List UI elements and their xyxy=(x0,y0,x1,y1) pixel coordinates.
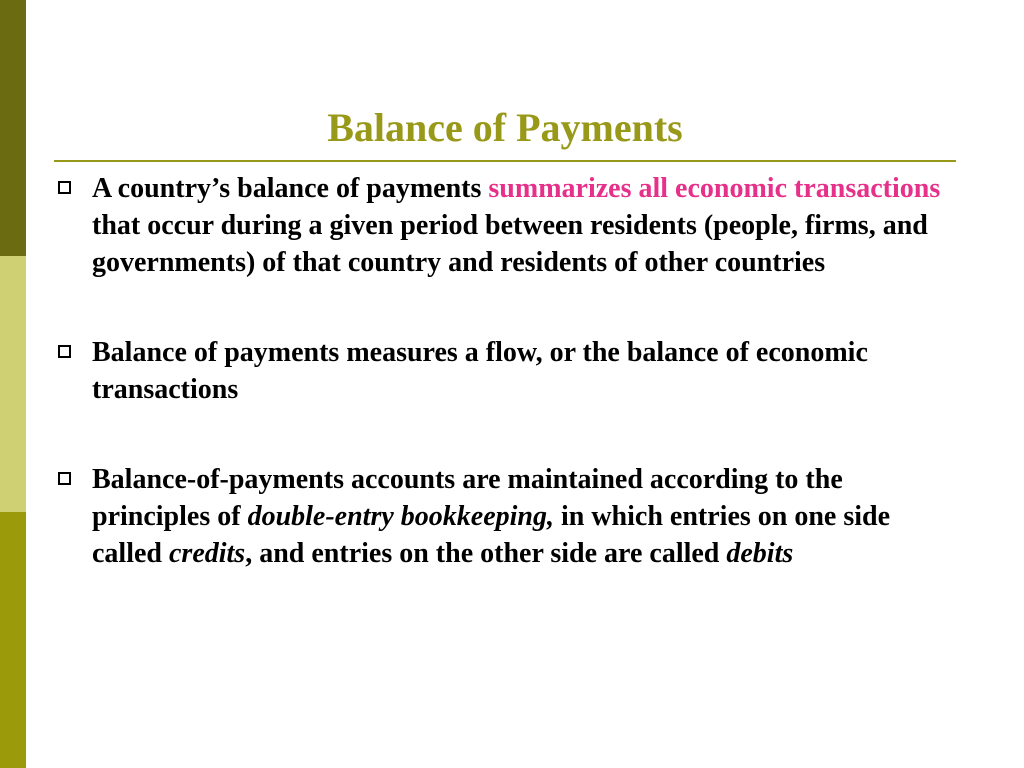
italic-term: double-entry bookkeeping, xyxy=(247,501,554,532)
italic-term: debits xyxy=(726,538,794,569)
decorative-sidebar xyxy=(0,0,26,768)
title-divider xyxy=(54,160,956,162)
bullet-list xyxy=(54,170,964,572)
square-bullet-icon xyxy=(58,181,71,194)
bullet-text: in which entries on one side called xyxy=(92,501,891,569)
bullet-item xyxy=(54,170,964,281)
square-bullet-icon xyxy=(58,472,71,485)
sidebar-segment-dark xyxy=(0,0,26,256)
sidebar-segment-medium xyxy=(0,512,26,768)
bullet-item xyxy=(54,334,964,408)
italic-term: credits xyxy=(169,538,246,569)
bullet-text: Balance of payments measures a flow, or the balance of economic transactions xyxy=(92,337,868,405)
bullet-text: , and entries on the other side are called xyxy=(245,538,727,569)
square-bullet-icon xyxy=(58,345,71,358)
slide-title: Balance of Payments xyxy=(327,105,683,150)
bullet-text: A country’s balance of payments xyxy=(92,173,489,204)
highlighted-text: summarizes all economic transactions xyxy=(488,173,941,204)
bullet-item xyxy=(54,461,964,572)
bullet-text: Balance-of-payments accounts are maintained according to the principles of xyxy=(92,464,843,532)
bullet-text: that occur during a given period between residents (people, firms, and governments) of that country and residents of other countries xyxy=(92,210,928,278)
sidebar-segment-light xyxy=(0,256,26,512)
